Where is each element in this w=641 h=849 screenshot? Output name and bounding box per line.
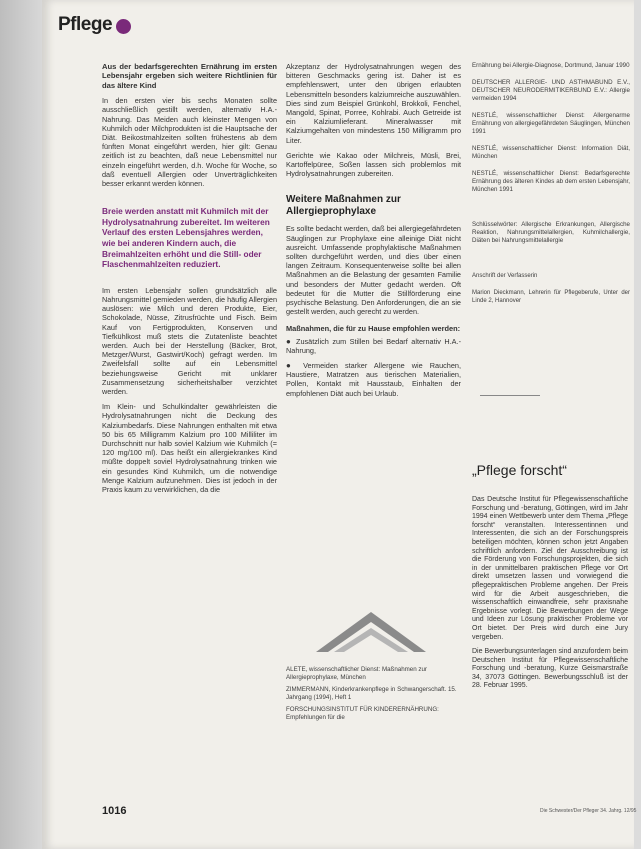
pull-quote: Breie werden anstatt mit Kuhmilch mit der Hydrolysatnahrung zubereitet. Im weiteren Verlauf des ersten Lebensjahres werden, wie bei anderen Kindern auch, die Breimahlzeiten erhöht und die Still- oder Flaschenmahlzeiten reduziert.	[102, 206, 270, 270]
reference: Ernährung bei Allergie-Diagnose, Dortmund, Januar 1990	[472, 62, 630, 69]
bullet-icon: ●	[286, 336, 297, 346]
scan-edge	[0, 0, 42, 849]
reference: FORSCHUNGSINSTITUT FÜR KINDERERNÄHRUNG: Empfehlungen für die	[286, 706, 439, 721]
reference: NESTLÉ, wissenschaftlicher Dienst: Allergenarme Ernährung von allergiegefährdeten Säuglingen, München 1991	[472, 112, 630, 135]
paragraph: Das Deutsche Institut für Pflegewissenschaftliche Forschung und -beratung, Göttingen, wird im Jahr 1994 einen Wettbewerb unter dem Thema „Pflege forscht“ veranstalten. Interessentinnen und Interessenten, die sich an der Forschungspreis beteiligen möchten, können schon jetzt Angaben schriftlich anfordern. Ziel der Ausschreibung ist die Förderung von Forschungsprojekten, die sich in der unmittelbaren praktischen Pflege vor Ort direkt umsetzen lassen und vorwiegend die pflegepraktischen Probleme angehen. Der Preis wird für die Arbeit ausgeschrieben, die wissenschaftlich einwandfreie, sehr praxisnahe Ergebnisse vorlegt. Die Bewerbungen der Wege und Ideen zur Lösung praktischer Probleme vor Ort bietet. Der Preis wird durch eine Jury vergeben.	[472, 496, 628, 641]
paragraph: Akzeptanz der Hydrolysatnahrungen wegen des bitteren Geschmacks gering ist. Daher ist es empfehlenswert, unter den übrigen erlaubten Lebensmitteln besonders kalziumreiche auszuwählen. Dies sind zum Beispiel Grünkohl, Brokkoli, Fenchel, Mangold, Spinat, Porree, Kohlrabi. Auch Getreide ist ein Kalziumlieferant. Mineralwasser mit Kalziumgehalten von mindestens 150 Milligramm pro Liter.	[286, 62, 461, 145]
info-box	[472, 496, 628, 697]
bullet-icon: ●	[286, 361, 304, 371]
author-address: Marion Dieckmann, Lehrerin für Pflegeberufe, Unter der Linde 2, Hannover	[472, 290, 630, 304]
roof-logo-icon	[286, 602, 461, 660]
list-item	[286, 337, 461, 355]
reference: NESTLÉ, wissenschaftlicher Dienst: Bedarfsgerechte Ernährung des älteren Kindes ab dem ersten Lebensjahr, München 1991	[472, 170, 630, 193]
list-item-text: Zusätzlich zum Stillen bei Bedarf alternativ H.A.-Nahrung,	[286, 336, 461, 355]
lead-heading: Aus der bedarfsgerechten Ernährung im ersten Lebensjahr ergeben sich weitere Richtlinien für das ältere Kind	[102, 62, 277, 90]
keywords: Schlüsselwörter: Allergische Erkrankungen, Allergische Reaktion, Nahrungsmittelallergien, Kuhmilchallergie, Diäten bei Nahrungsmittelallergie	[472, 221, 630, 244]
reference-list	[286, 666, 461, 726]
author-label: Anschrift der Verfasserin	[472, 273, 538, 279]
column-1	[102, 62, 277, 500]
column-3	[472, 62, 630, 314]
journal-footer: Die Schwester/Der Pfleger 34. Jahrg. 12/95	[540, 808, 637, 814]
reference: ALETE, wissenschaftlicher Dienst: Maßnahmen zur Allergieprophylaxe, München	[286, 666, 427, 681]
list-item	[286, 361, 461, 398]
subheading: Weitere Maßnahmen zur Allergieprophylaxe	[286, 194, 401, 218]
section-header	[58, 10, 131, 40]
divider	[480, 395, 540, 396]
list-heading: Maßnahmen, die für zu Hause empfohlen werden:	[286, 324, 461, 334]
paragraph: In den ersten vier bis sechs Monaten sollte ausschließlich gestillt werden, alternativ H.A.-Nahrung. Das Meiden auch kleinster Mengen von Kuhmilch oder Milchprodukten ist die Hauptsache der Diät. Beikostmahlzeiten sollten frühestens ab dem fünften Monat eingeführt werden, hier gilt: Genau zeitlich ist zu beachten, daß neue Lebensmittel nur einzeln eingeführt werden, d.h. Woche für Woche, so daß eventuell Allergien oder Unverträglichkeiten besser erkannt werden können.	[102, 96, 277, 189]
reference: NESTLÉ, wissenschaftlicher Dienst: Information Diät, München	[472, 145, 630, 160]
list-item-text: Vermeiden starker Allergene wie Rauchen, Haustiere, Matratzen aus tierischen Materialien, Pollen, Kontakt mit Hausstaub, Einhalten der empfohlenen Diät auch bei Urlaub.	[286, 361, 461, 398]
box-title: „Pflege forscht“	[472, 462, 567, 478]
logo-graphic	[286, 602, 461, 660]
section-dot-icon	[116, 19, 131, 34]
paragraph: Gerichte wie Kakao oder Milchreis, Müsli, Brei, Kartoffelpüree, Soßen lassen sich problemlos mit Hydrolysatnahrungen zubereiten.	[286, 150, 461, 179]
reference: DEUTSCHER ALLERGIE- UND ASTHMABUND E.V., DEUTSCHER NEURODERMITIKERBUND E.V.: Allergie vermeiden 1994	[472, 79, 630, 102]
reference: ZIMMERMANN, Kinderkrankenpflege in Schwangerschaft. 15. Jahrgang (1994), Heft 1	[286, 686, 457, 701]
paragraph: Im ersten Lebensjahr sollen grundsätzlich alle Nahrungsmittel gemieden werden, die häufig Allergien auslösen: wie Milch und deren Produkte, Eier, Schokolade, Nüsse, Zitrusfrüchte und Fisch. Beim Kauf von Fertigprodukten, Konserven und Tiefkühlkost muß stets die Zutatenliste beachtet werden. Auch bei der Herstellung (Bäcker, Brot, Metzger/Wurst, Gastwirt/Koch) gefragt werden. Im Zweifelsfall sollte auf ein Lebensmittel beziehungsweise Gericht mit unklarer Zusammensetzung sicherheitshalber verzichtet werden.	[102, 285, 277, 397]
paragraph: Die Bewerbungsunterlagen sind anzufordern beim Deutschen Institut für Pflegewissenschaftliche Forschung und -beratung, Kurze Geismarstraße 34, 37073 Göttingen. Bewerbungsschluß ist der 28. Februar 1995.	[472, 648, 628, 690]
column-2	[286, 62, 461, 404]
page-number: 1016	[102, 805, 127, 817]
paragraph: Es sollte bedacht werden, daß bei allergiegefährdeten Säuglingen zur Prophylaxe eine alleinige Diät nicht ausreicht. Umfassende prophylaktische Maßnahmen sollten durchgeführt werden, und dies über einen langen Zeitraum. Konsequenterweise sollte bei allen Maßnahmen an die Belastung der gesamten Familie und besonders der Mutter gedacht werden. Oft bedeutet für die Mutter die Stillförderung eine psychische Belastung. Den Anforderungen, die an sie gestellt werden, auch gerecht zu werden.	[286, 224, 461, 317]
paragraph: Im Klein- und Schulkindalter gewährleisten die Hydrolysatnahrungen nicht die Deckung des Kalziumbedarfs. Diese Nahrungen enthalten mit etwa 50 bis 65 Milligramm Kalzium pro 100 Milliliter im Durchschnitt nur halb soviel Kalzium wie Kuhmilch (= 120 mg/100 ml). Das heißt ein allergiekrankes Kind müßte doppelt soviel Hydrolysatnahrung trinken wie ein gesundes Kind Kuhmilch, um die notwendige Menge Kalzium aufzunehmen. Dies ist jedoch in der Praxis kaum zu verwirklichen, da die	[102, 402, 277, 495]
section-title: Pflege	[58, 14, 113, 35]
